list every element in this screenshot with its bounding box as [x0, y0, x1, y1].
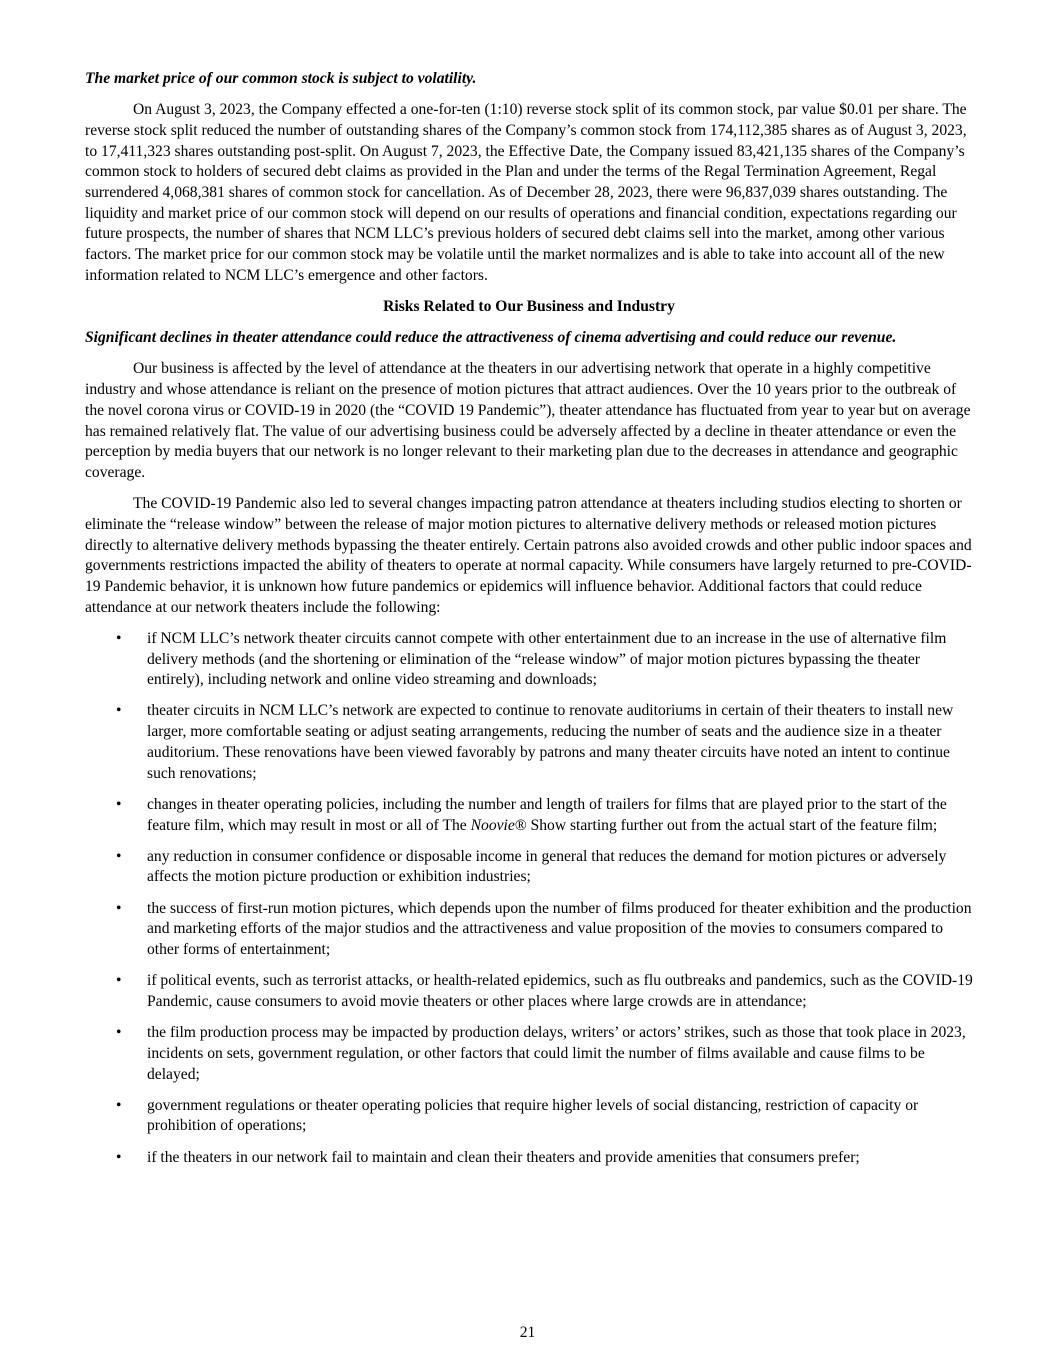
noovie-brand: Noovie	[470, 816, 515, 834]
list-item-text: changes in theater operating policies, including the number and length of trailers for films that are played prior to the start of the feature film, which may result in most or all of The	[147, 795, 947, 834]
list-item-text: the success of first-run motion pictures, which depends upon the number of films produced for theater exhibition and the production and marketing efforts of the major studios and the attractiveness and value proposition of the movies to consumers compared to other forms of entertainment;	[147, 899, 972, 959]
list-item	[85, 629, 973, 691]
document-page	[85, 69, 973, 1179]
section-title: Risks Related to Our Business and Industry	[383, 298, 675, 316]
paragraph-covid: The COVID-19 Pandemic also led to several changes impacting patron attendance at theaters including studios electing to shorten or eliminate the “release window” between the release of major motion pictures to alternative delivery methods or released motion pictures directly to alternative delivery methods bypassing the theater entirely. Certain patrons also avoided crowds and other public indoor spaces and governments restrictions impacted the ability of theaters to operate at normal capacity. While consumers have largely returned to pre-COVID-19 Pandemic behavior, it is unknown how future pandemics or epidemics will influence behavior. Additional factors that could reduce attendance at our network theaters include the following:	[85, 495, 972, 616]
list-item	[85, 701, 973, 784]
list-item-text: any reduction in consumer confidence or disposable income in general that reduces the demand for motion pictures or adversely affects the motion picture production or exhibition industries;	[147, 847, 947, 886]
bullet-icon: •	[116, 972, 122, 990]
bullet-icon: •	[116, 795, 122, 813]
list-item	[85, 1096, 973, 1137]
page-number: 21	[519, 1324, 536, 1341]
list-item	[85, 795, 973, 836]
list-item-text: theater circuits in NCM LLC’s network are expected to continue to renovate auditoriums in certain of their theaters to install new larger, more comfortable seating or adjust seating arrangements, reducing the number of seats and the audience size in a theater auditorium. These renovations have been viewed favorably by patrons and many theater circuits have noted an intent to continue such renovations;	[147, 702, 954, 782]
risk-factor-list	[85, 629, 973, 1168]
bullet-icon: •	[116, 1096, 122, 1114]
bullet-icon: •	[116, 899, 122, 917]
list-item-text: if the theaters in our network fail to maintain and clean their theaters and provide amenities that consumers prefer;	[147, 1148, 860, 1166]
heading-stock-volatility: The market price of our common stock is subject to volatility.	[85, 70, 477, 87]
list-item	[85, 1148, 973, 1169]
list-item	[85, 899, 973, 961]
list-item	[85, 847, 973, 888]
bullet-icon: •	[116, 702, 122, 720]
heading-theater-attendance: Significant declines in theater attendance could reduce the attractiveness of cinema advertising and could reduce our revenue.	[85, 329, 897, 347]
list-item	[85, 1023, 973, 1085]
bullet-icon: •	[116, 629, 122, 647]
list-item-text: if political events, such as terrorist attacks, or health-related epidemics, such as flu outbreaks and pandemics, such as the COVID-19 Pandemic, cause consumers to avoid movie theaters or other places where large crowds are in attendance;	[147, 972, 973, 1010]
list-item-text: government regulations or theater operating policies that require higher levels of social distancing, restriction of capacity or prohibition of operations;	[147, 1096, 919, 1135]
paragraph-attendance: Our business is affected by the level of attendance at the theaters in our advertising network that operate in a highly competitive industry and whose attendance is reliant on the presence of motion pictures that attract audiences. Over the 10 years prior to the outbreak of the novel corona virus or COVID-19 in 2020 (the “COVID 19 Pandemic”), theater attendance has fluctuated from year to year but on average has remained relatively flat. The value of our advertising business could be adversely affected by a decline in theater attendance or even the perception by media buyers that our network is no longer relevant to their marketing plan due to the decreases in attendance and geographic coverage.	[85, 360, 971, 481]
bullet-icon: •	[116, 847, 122, 865]
list-item-text: the film production process may be impacted by production delays, writers’ or actors’ strikes, such as those that took place in 2023, incidents on sets, government regulation, or other factors that could limit the number of films available and cause films to be delayed;	[147, 1024, 966, 1083]
bullet-icon: •	[116, 1024, 122, 1042]
list-item-text: if NCM LLC’s network theater circuits cannot compete with other entertainment due to an increase in the use of alternative film delivery methods (and the shortening or elimination of the “release window” of major motion pictures bypassing the theater entirely), including network and online video streaming and downloads;	[147, 629, 947, 689]
list-item-text-end: ® Show starting further out from the actual start of the feature film;	[514, 816, 938, 834]
paragraph-reverse-split: On August 3, 2023, the Company effected a one-for-ten (1:10) reverse stock split of its common stock, par value $0.01 per share. The reverse stock split reduced the number of outstanding shares of the Company’s common stock from 174,112,385 shares as of August 3, 2023, to 17,411,323 shares outstanding post-split. On August 7, 2023, the Effective Date, the Company issued 83,421,135 shares of the Company’s common stock to holders of secured debt claims as provided in the Plan and under the terms of the Regal Termination Agreement, Regal surrendered 4,068,381 shares of common stock for cancellation. As of December 28, 2023, there were 96,837,039 shares outstanding. The liquidity and market price of our common stock will depend on our results of operations and financial condition, expectations regarding our future prospects, the number of shares that NCM LLC’s previous holders of secured debt claims sell into the market, among other various factors. The market price for our common stock may be volatile until the market normalizes and is able to take into account all of the new information related to NCM LLC’s emergence and other factors.	[85, 101, 967, 284]
list-item	[85, 971, 973, 1012]
bullet-icon: •	[116, 1148, 122, 1166]
